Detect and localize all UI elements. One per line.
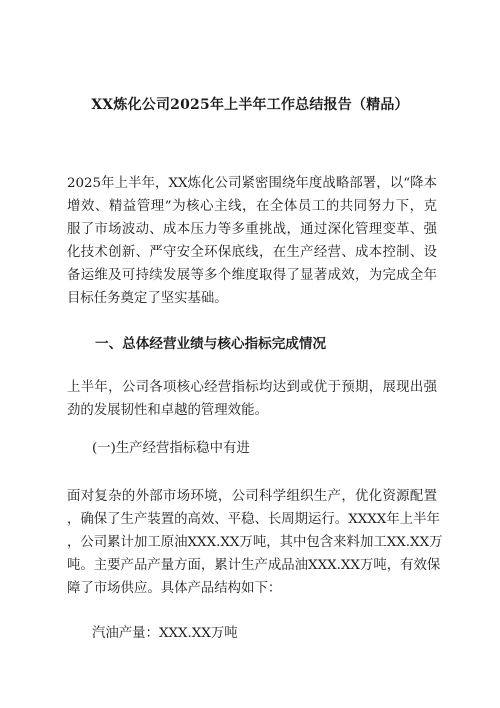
paragraph-line: 服了市场波动、成本压力等多重挑战，通过深化管理变革、强 [67, 222, 437, 237]
paragraph-line: ，确保了生产装置的高效、平稳、长周期运行。XXXX年上半年 [67, 512, 440, 527]
product-item: 汽油产量：XXX.XX万吨 [92, 626, 238, 641]
section-heading: 一、总体经营业绩与核心指标完成情况 [95, 336, 327, 352]
paragraph-line: 目标任务奠定了坚实基础。 [67, 291, 228, 306]
paragraph-line: 障了市场供应。具体产品结构如下： [67, 581, 282, 596]
paragraph-line: 上半年，公司各项核心经营指标均达到或优于预期，展现出强 [67, 380, 437, 395]
section1-paragraph [67, 376, 437, 422]
paragraph-line: 劲的发展韧性和卓越的管理效能。 [67, 403, 268, 418]
paragraph-line: 化技术创新、严守安全环保底线，在生产经营、成本控制、设 [67, 245, 437, 260]
paragraph-line: 吨。主要产品产量方面，累计生产成品油XXX.XX万吨，有效保 [67, 558, 441, 573]
paragraph-line: 2025年上半年，XX炼化公司紧密围绕年度战略部署，以“降本 [67, 176, 437, 191]
paragraph-line: 备运维及可持续发展等多个维度取得了显著成效，为完成全年 [67, 268, 437, 283]
document-title: XX炼化公司2025年上半年工作总结报告（精品） [91, 97, 409, 113]
paragraph-line: ，公司累计加工原油XXX.XX万吨，其中包含来料加工XX.XX万 [67, 535, 443, 550]
subsection-heading: (一)生产经营指标稳中有进 [92, 441, 250, 456]
subsection1-paragraph [67, 485, 443, 600]
intro-paragraph [67, 172, 437, 310]
paragraph-line: 面对复杂的外部市场环境，公司科学组织生产，优化资源配置 [67, 489, 437, 504]
paragraph-line: 增效、精益管理”为核心主线，在全体员工的共同努力下，克 [67, 199, 437, 214]
